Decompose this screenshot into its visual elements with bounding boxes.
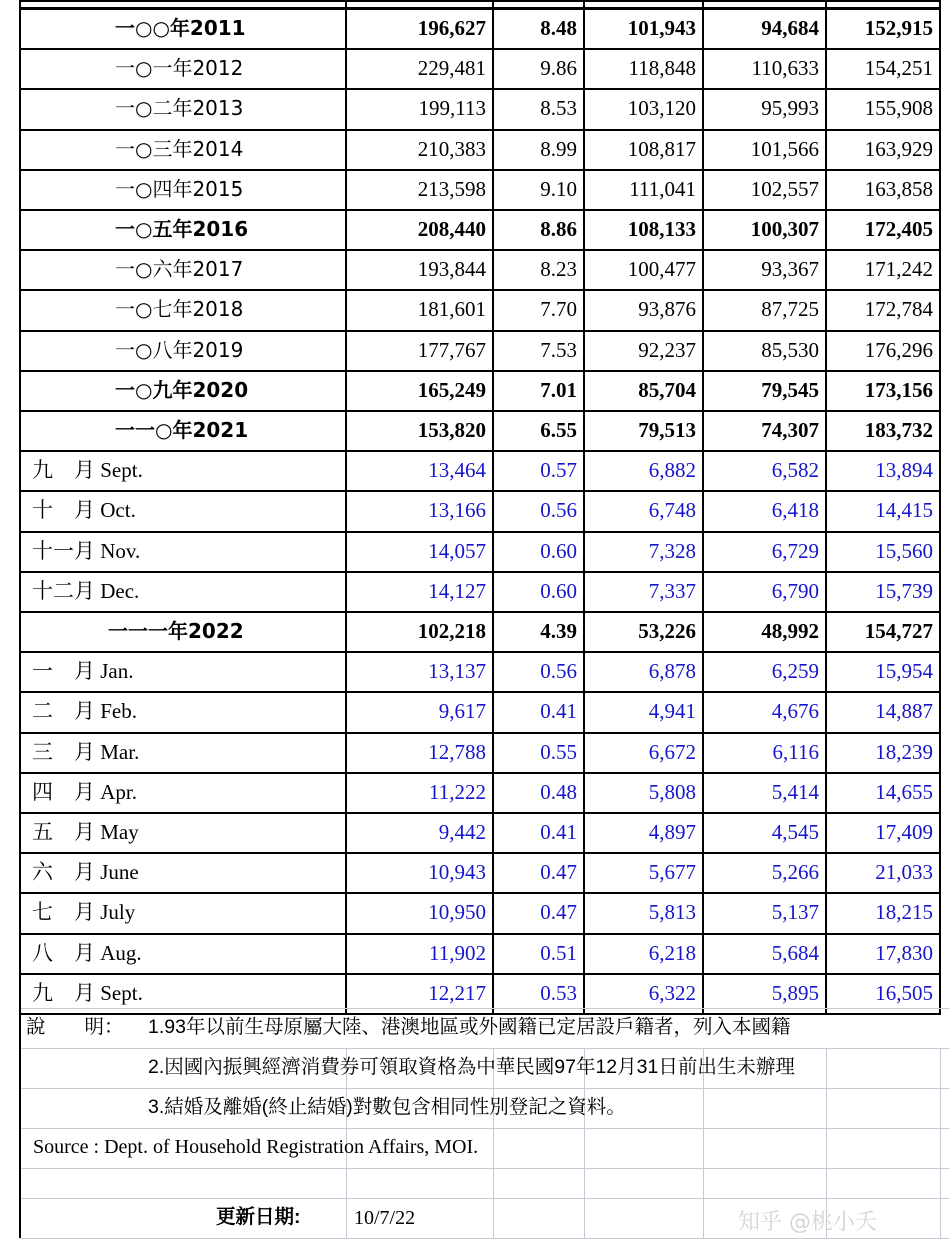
table-cell: 53,226 xyxy=(638,619,696,643)
table-cell: 11,902 xyxy=(429,941,486,965)
column-rule xyxy=(19,0,21,1015)
table-cell: 5,677 xyxy=(648,860,696,884)
table-cell: 14,057 xyxy=(428,539,486,563)
table-cell: 7,337 xyxy=(648,579,696,603)
table-cell: 85,704 xyxy=(638,378,696,402)
table-cell: 13,166 xyxy=(428,498,486,522)
table-cell: 0.47 xyxy=(540,900,577,924)
table-cell: 154,251 xyxy=(864,56,933,80)
table-cell: 181,601 xyxy=(417,297,486,321)
row-rule xyxy=(20,691,940,693)
table-cell: 108,133 xyxy=(627,217,696,241)
month-label: 三 月 Mar. xyxy=(32,740,140,764)
table-cell: 14,127 xyxy=(428,579,486,603)
table-cell: 108,817 xyxy=(627,137,696,161)
table-cell: 4,941 xyxy=(648,699,696,723)
table-cell: 0.41 xyxy=(540,699,577,723)
table-cell: 0.41 xyxy=(540,820,577,844)
table-cell: 8.48 xyxy=(540,16,577,40)
notes-rule xyxy=(20,1088,949,1089)
table-cell: 4,676 xyxy=(771,699,819,723)
table-cell: 8.86 xyxy=(540,217,577,241)
table-cell: 9,442 xyxy=(438,820,486,844)
table-cell: 8.53 xyxy=(540,96,577,120)
note-2: 2.因國內振興經濟消費券可領取資格為中華民國97年12月31日前出生未辦理 xyxy=(148,1056,795,1078)
row-rule xyxy=(20,450,940,452)
notes-rule xyxy=(20,1168,949,1169)
table-cell: 183,732 xyxy=(864,418,933,442)
month-label: 十二月 Dec. xyxy=(32,579,140,603)
table-cell: 9.10 xyxy=(540,177,577,201)
table-cell: 103,120 xyxy=(627,96,696,120)
month-label: 十一月 Nov. xyxy=(32,539,141,563)
table-cell: 163,929 xyxy=(864,137,933,161)
table-cell: 15,560 xyxy=(875,539,933,563)
table-cell: 5,808 xyxy=(648,780,696,804)
note-prefix: 說 明： xyxy=(26,1016,124,1038)
table-cell: 111,041 xyxy=(629,177,696,201)
table-cell: 74,307 xyxy=(761,418,819,442)
notes-rule xyxy=(20,1238,949,1239)
table-cell: 163,858 xyxy=(864,177,933,201)
table-cell: 8.99 xyxy=(540,137,577,161)
table-cell: 199,113 xyxy=(418,96,486,120)
table-cell: 79,545 xyxy=(761,378,819,402)
row-rule xyxy=(20,1013,940,1015)
table-cell: 87,725 xyxy=(761,297,819,321)
table-cell: 79,513 xyxy=(638,418,696,442)
table-cell: 0.47 xyxy=(540,860,577,884)
year-label: 一○○年2011 xyxy=(115,16,246,40)
table-cell: 0.51 xyxy=(540,941,577,965)
table-cell: 18,215 xyxy=(875,900,933,924)
table-cell: 0.56 xyxy=(540,498,577,522)
notes-col-rule xyxy=(940,1048,941,1238)
table-cell: 118,848 xyxy=(628,56,696,80)
row-rule xyxy=(20,129,940,131)
table-cell: 9.86 xyxy=(540,56,577,80)
table-cell: 5,895 xyxy=(771,981,819,1005)
note-3: 3.結婚及離婚(終止結婚)對數包含相同性別登記之資料。 xyxy=(148,1096,626,1118)
row-rule xyxy=(20,651,940,653)
table-cell: 110,633 xyxy=(751,56,819,80)
month-label: 一 月 Jan. xyxy=(32,659,134,683)
table-cell: 21,033 xyxy=(875,860,933,884)
notes-rule xyxy=(20,1128,949,1129)
table-cell: 6,418 xyxy=(771,498,819,522)
note-1: 1.93年以前生母原屬大陸、港澳地區或外國籍已定居設戶籍者，列入本國籍 xyxy=(148,1016,791,1038)
table-cell: 229,481 xyxy=(417,56,486,80)
table-cell: 11,222 xyxy=(429,780,486,804)
table-cell: 6,116 xyxy=(772,740,819,764)
table-cell: 152,915 xyxy=(864,16,933,40)
table-cell: 6,748 xyxy=(648,498,696,522)
row-rule xyxy=(20,8,940,10)
table-cell: 10,950 xyxy=(428,900,486,924)
row-rule xyxy=(20,410,940,412)
table-cell: 92,237 xyxy=(638,338,696,362)
row-rule xyxy=(20,973,940,975)
table-cell: 13,464 xyxy=(428,458,486,482)
row-rule xyxy=(20,571,940,573)
table-cell: 172,405 xyxy=(864,217,933,241)
table-cell: 173,156 xyxy=(864,378,933,402)
table-cell: 6,218 xyxy=(648,941,696,965)
table-cell: 177,767 xyxy=(417,338,486,362)
row-rule xyxy=(20,169,940,171)
table-cell: 6,322 xyxy=(648,981,696,1005)
table-cell: 5,813 xyxy=(648,900,696,924)
table-cell: 102,218 xyxy=(417,619,486,643)
table-cell: 155,908 xyxy=(864,96,933,120)
year-label: 一○九年2020 xyxy=(115,378,249,402)
row-rule xyxy=(20,249,940,251)
month-label: 六 月 June xyxy=(32,860,139,884)
row-rule xyxy=(20,892,940,894)
table-cell: 0.53 xyxy=(540,981,577,1005)
table-cell: 14,415 xyxy=(875,498,933,522)
column-rule xyxy=(939,0,941,1015)
row-rule xyxy=(20,330,940,332)
table-cell: 100,477 xyxy=(627,257,696,281)
table-cell: 5,266 xyxy=(771,860,819,884)
year-label: 一一一年2022 xyxy=(108,619,244,643)
table-cell: 17,830 xyxy=(875,941,933,965)
month-label: 九 月 Sept. xyxy=(32,981,143,1005)
table-cell: 0.57 xyxy=(540,458,577,482)
table-cell: 13,894 xyxy=(875,458,933,482)
table-cell: 0.55 xyxy=(540,740,577,764)
row-rule xyxy=(20,611,940,613)
table-cell: 193,844 xyxy=(417,257,486,281)
notes-rule xyxy=(20,1048,949,1049)
row-rule xyxy=(20,88,940,90)
row-rule xyxy=(20,531,940,533)
table-cell: 6,790 xyxy=(771,579,819,603)
table-cell: 14,887 xyxy=(875,699,933,723)
table-cell: 7.70 xyxy=(540,297,577,321)
month-label: 二 月 Feb. xyxy=(32,699,137,723)
row-rule xyxy=(20,812,940,814)
table-cell: 4,545 xyxy=(771,820,819,844)
year-label: 一○七年2018 xyxy=(115,297,244,321)
table-cell: 5,137 xyxy=(771,900,819,924)
year-label: 一○八年2019 xyxy=(115,338,244,362)
table-cell: 101,566 xyxy=(750,137,819,161)
table-cell: 9,617 xyxy=(438,699,486,723)
table-cell: 154,727 xyxy=(864,619,933,643)
table-cell: 210,383 xyxy=(417,137,486,161)
table-cell: 93,367 xyxy=(761,257,819,281)
row-rule xyxy=(20,289,940,291)
table-cell: 5,414 xyxy=(771,780,819,804)
table-cell: 12,788 xyxy=(428,740,486,764)
table-cell: 6,882 xyxy=(648,458,696,482)
table-cell: 153,820 xyxy=(417,418,486,442)
table-cell: 6,582 xyxy=(771,458,819,482)
notes-rule xyxy=(20,1008,949,1009)
table-cell: 93,876 xyxy=(638,297,696,321)
month-label: 九 月 Sept. xyxy=(32,458,143,482)
year-label: 一○六年2017 xyxy=(115,257,244,281)
table-cell: 0.48 xyxy=(540,780,577,804)
table-cell: 6,672 xyxy=(648,740,696,764)
table-cell: 7.01 xyxy=(540,378,577,402)
table-cell: 171,242 xyxy=(864,257,933,281)
table-cell: 8.23 xyxy=(540,257,577,281)
table-cell: 4,897 xyxy=(648,820,696,844)
row-rule xyxy=(20,852,940,854)
table-cell: 48,992 xyxy=(761,619,819,643)
watermark: 知乎 @桃小夭 xyxy=(738,1210,877,1235)
month-label: 四 月 Apr. xyxy=(32,780,137,804)
row-rule xyxy=(20,490,940,492)
year-label: 一一○年2021 xyxy=(115,418,249,442)
row-rule xyxy=(20,370,940,372)
row-rule xyxy=(20,732,940,734)
table-cell: 0.60 xyxy=(540,539,577,563)
month-label: 十 月 Oct. xyxy=(32,498,136,522)
table-cell: 7.53 xyxy=(540,338,577,362)
table-cell: 213,598 xyxy=(417,177,486,201)
table-cell: 14,655 xyxy=(875,780,933,804)
table-cell: 13,137 xyxy=(428,659,486,683)
year-label: 一○四年2015 xyxy=(115,177,244,201)
table-cell: 6,878 xyxy=(648,659,696,683)
notes-rule xyxy=(20,1198,949,1199)
updated-label: 更新日期: xyxy=(216,1206,301,1228)
row-rule xyxy=(20,48,940,50)
table-cell: 5,684 xyxy=(771,941,819,965)
table-cell: 4.39 xyxy=(540,619,577,643)
table-cell: 10,943 xyxy=(428,860,486,884)
table-cell: 18,239 xyxy=(875,740,933,764)
table-cell: 6.55 xyxy=(540,418,577,442)
table-cell: 16,505 xyxy=(875,981,933,1005)
table-cell: 0.56 xyxy=(540,659,577,683)
table-cell: 17,409 xyxy=(875,820,933,844)
row-rule xyxy=(20,933,940,935)
table-cell: 6,259 xyxy=(771,659,819,683)
table-cell: 95,993 xyxy=(761,96,819,120)
month-label: 七 月 July xyxy=(32,900,136,924)
table-cell: 0.60 xyxy=(540,579,577,603)
year-label: 一○一年2012 xyxy=(115,56,244,80)
table-cell: 208,440 xyxy=(417,217,486,241)
table-cell: 94,684 xyxy=(761,16,819,40)
notes-left-rule xyxy=(19,1008,21,1238)
row-rule xyxy=(20,772,940,774)
month-label: 八 月 Aug. xyxy=(32,941,142,965)
table-cell: 172,784 xyxy=(864,297,933,321)
table-cell: 85,530 xyxy=(761,338,819,362)
row-rule xyxy=(20,209,940,211)
table-cell: 12,217 xyxy=(428,981,486,1005)
table-cell: 100,307 xyxy=(750,217,819,241)
row-rule xyxy=(20,0,940,2)
source-note: Source : Dept. of Household Registration Affairs, MOI. xyxy=(33,1136,479,1158)
month-label: 五 月 May xyxy=(32,820,139,844)
table-cell: 165,249 xyxy=(417,378,486,402)
year-label: 一○二年2013 xyxy=(115,96,244,120)
year-label: 一○五年2016 xyxy=(115,217,249,241)
table-cell: 6,729 xyxy=(771,539,819,563)
table-cell: 102,557 xyxy=(750,177,819,201)
table-cell: 176,296 xyxy=(864,338,933,362)
table-cell: 101,943 xyxy=(627,16,696,40)
table-cell: 15,954 xyxy=(875,659,933,683)
updated-date: 10/7/22 xyxy=(354,1207,416,1229)
table-cell: 196,627 xyxy=(417,16,486,40)
table-cell: 15,739 xyxy=(875,579,933,603)
year-label: 一○三年2014 xyxy=(115,137,244,161)
table-cell: 7,328 xyxy=(648,539,696,563)
